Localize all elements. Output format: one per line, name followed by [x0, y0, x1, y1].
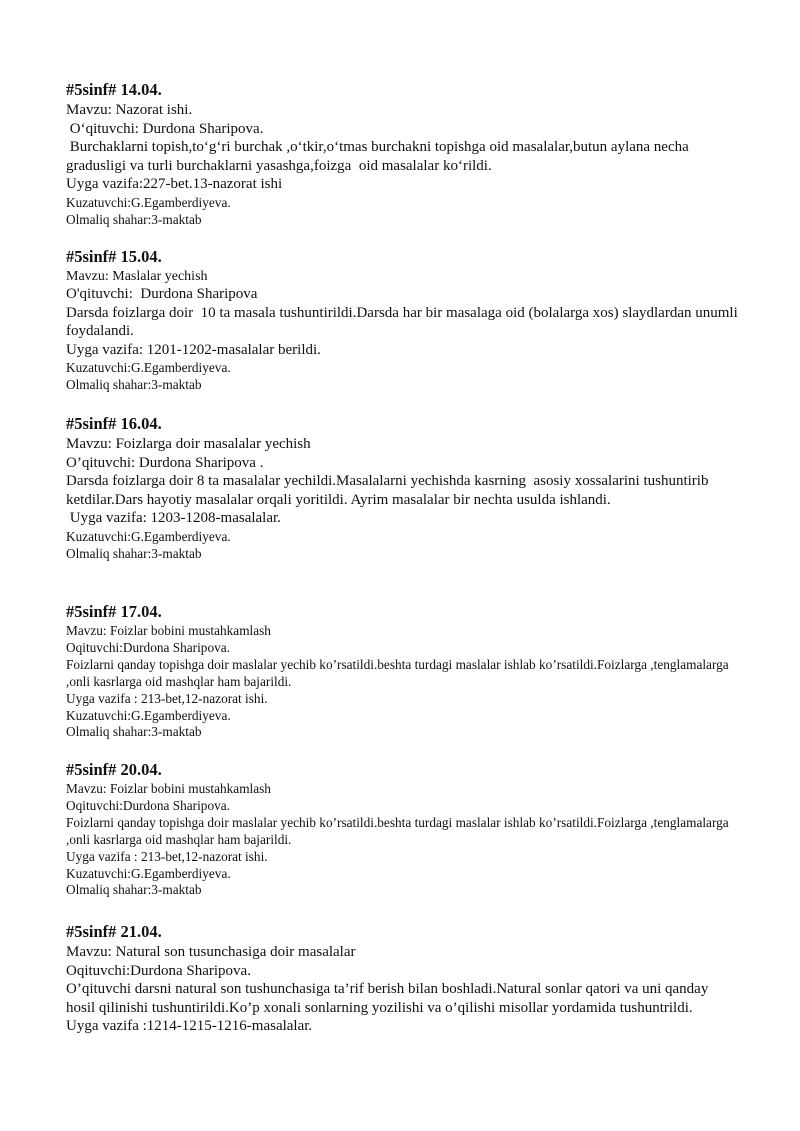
teacher-line: O'qituvchi: Durdona Sharipova: [66, 286, 258, 302]
description-text: Darsda foizlarga doir 10 ta masala tushuntirildi.Darsda har bir masalaga oid (bolalarga xos) slaydlardan unumli foydalandi.: [66, 304, 742, 340]
entry-21-04: [66, 922, 740, 1036]
description-text: O’qituvchi darsni natural son tushunchasiga ta’rif berish bilan boshladi.Natural sonlar qatori va uni qanday hosil qilinishi tushuntirildi.Ko’p xonali sonlarning yozilishi va o’qilishi misollar yordamida tushuntrildi.: [66, 981, 713, 1016]
teacher-line: Oqituvchi:Durdona Sharipova.: [66, 962, 251, 979]
entry-17-04: [66, 602, 740, 741]
topic-line: Mavzu: Foizlarga doir masalalar yechish: [66, 436, 311, 452]
entry-heading: #5sinf# 16.04.: [66, 414, 162, 433]
homework-line: Uyga vazifa:227-bet.13-nazorat ishi: [66, 176, 283, 193]
entry-heading: #5sinf# 21.04.: [66, 922, 162, 941]
observer-line: Kuzatuvchi:G.Egamberdiyeva.: [66, 528, 231, 544]
observer-line: Kuzatuvchi:G.Egamberdiyeva.: [66, 707, 231, 723]
entry-14-04: [66, 80, 740, 228]
description-text: Foizlarni qanday topishga doir maslalar yechib ko’rsatildi.beshta turdagi maslalar ishlab ko’rsatildi.Foizlarga ,tenglamalarga ,onli kasrlarga oid mashqlar ham bajarildi.: [66, 814, 733, 847]
teacher-line: Oqituvchi:Durdona Sharipova.: [66, 639, 230, 655]
homework-line: Uyga vazifa : 213-bet,12-nazorat ishi.: [66, 848, 268, 864]
observer-line: Kuzatuvchi:G.Egamberdiyeva.: [66, 865, 231, 881]
topic-line: Mavzu: Natural son tusunchasiga doir masalalar: [66, 944, 356, 960]
homework-line: Uyga vazifa : 213-bet,12-nazorat ishi.: [66, 690, 268, 706]
entry-heading: #5sinf# 17.04.: [66, 602, 162, 621]
description-text: Burchaklarni topish,toʻgʻri burchak ,oʻtkir,oʻtmas burchakni topishga oid masalalar,butun aylana necha gradusligi va turli burchaklarni yasashga,foizga oid masalalar koʻrildi.: [66, 139, 693, 174]
topic-line: Mavzu: Foizlar bobini mustahkamlash: [66, 623, 271, 638]
entry-heading: #5sinf# 20.04.: [66, 760, 162, 779]
school-line: Olmaliq shahar:3-maktab: [66, 882, 202, 898]
topic-line: Mavzu: Maslalar yechish: [66, 269, 208, 284]
homework-line: Uyga vazifa :1214-1215-1216-masalalar.: [66, 1018, 313, 1035]
school-line: Olmaliq shahar:3-maktab: [66, 211, 202, 227]
teacher-line: Oqituvchi:Durdona Sharipova.: [66, 797, 230, 813]
description-text: Darsda foizlarga doir 8 ta masalalar yechildi.Masalalarni yechishda kasrning asosiy xossalarini tushuntirib ketdilar.Dars hayotiy masalalar orqali yoritildi. Ayrim masalalar bir nechta usulda ishlandi.: [66, 473, 716, 508]
teacher-line: Oʻqituvchi: Durdona Sharipova.: [66, 120, 264, 137]
school-line: Olmaliq shahar:3-maktab: [66, 377, 202, 393]
school-line: Olmaliq shahar:3-maktab: [66, 724, 202, 740]
observer-line: Kuzatuvchi:G.Egamberdiyeva.: [66, 194, 231, 210]
entry-heading: #5sinf# 14.04.: [66, 80, 162, 99]
homework-line: Uyga vazifa: 1203-1208-masalalar.: [66, 510, 281, 527]
observer-line: Kuzatuvchi:G.Egamberdiyeva.: [66, 360, 231, 376]
description-text: Foizlarni qanday topishga doir maslalar yechib ko’rsatildi.beshta turdagi maslalar ishlab ko’rsatildi.Foizlarga ,tenglamalarga ,onli kasrlarga oid mashqlar ham bajarildi.: [66, 656, 733, 689]
homework-line: Uyga vazifa: 1201-1202-masalalar berildi.: [66, 341, 321, 358]
entry-20-04: [66, 760, 740, 899]
teacher-line: O’qituvchi: Durdona Sharipova .: [66, 454, 264, 471]
topic-line: Mavzu: Nazorat ishi.: [66, 102, 193, 118]
entry-heading: #5sinf# 15.04.: [66, 247, 162, 266]
topic-line: Mavzu: Foizlar bobini mustahkamlash: [66, 781, 271, 796]
school-line: Olmaliq shahar:3-maktab: [66, 545, 202, 561]
entry-15-04: [66, 247, 740, 393]
entry-16-04: [66, 414, 740, 562]
